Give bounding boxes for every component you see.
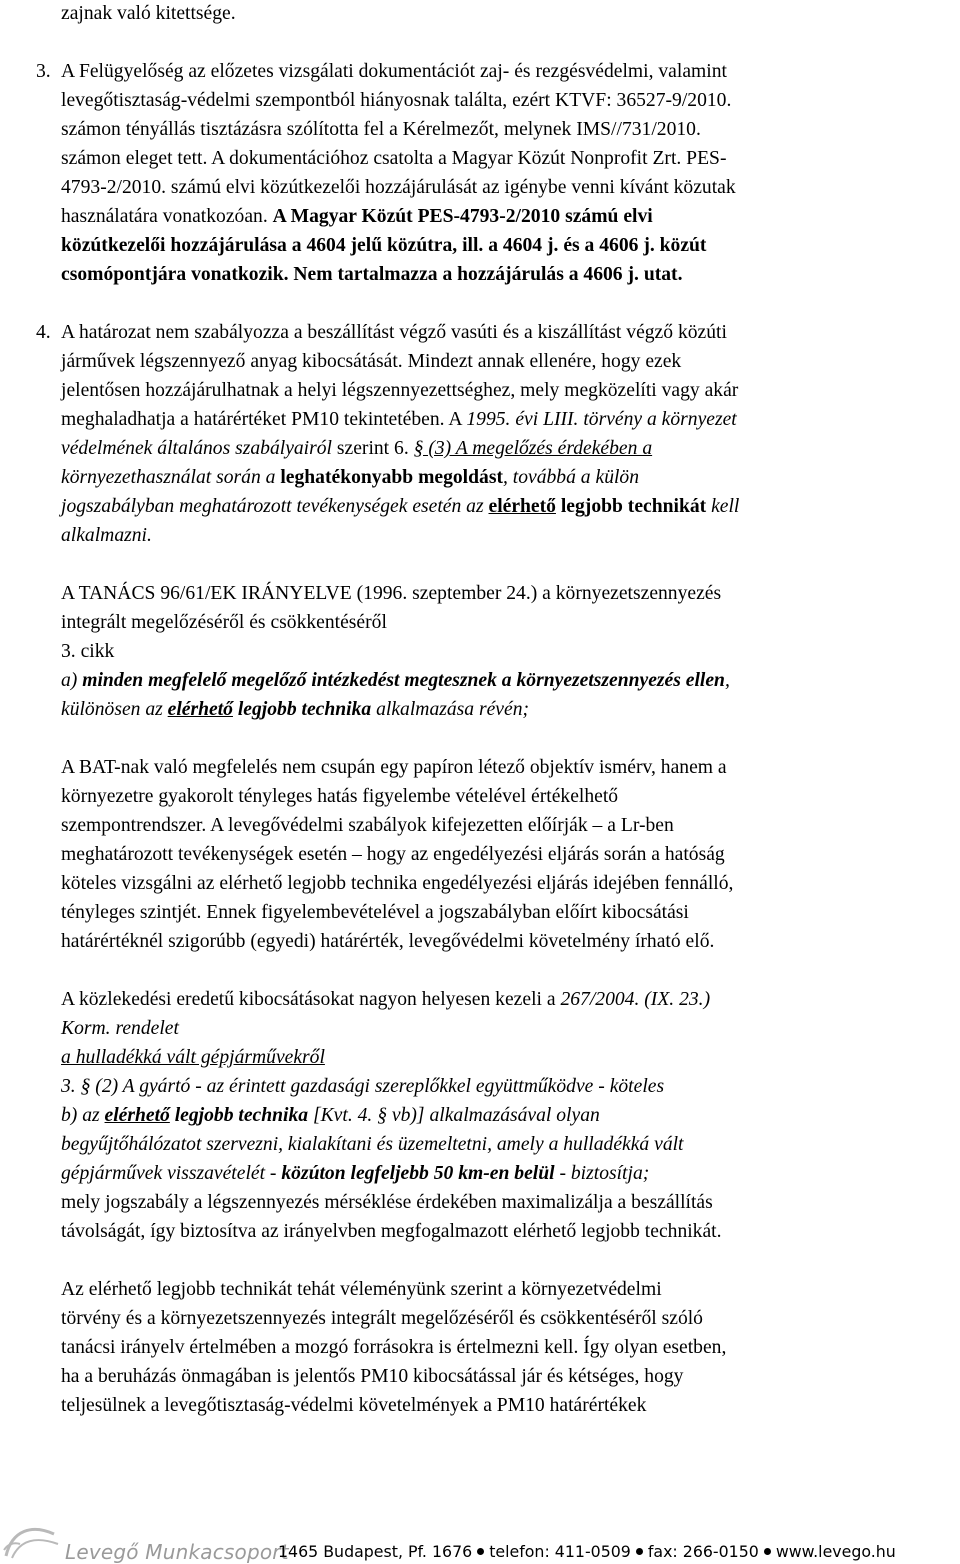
directive-paragraph: A TANÁCS 96/61/EK IRÁNYELVE (1996. szeptember 24.) a környezetszennyezés integrált megelőzéséről és csökkentéséről 3. cikk a) minden megfelelő megelőző intézkedést megtesznek a környezetszennyezés ellen, különösen az elérhető legjobb technika alkalmazása révén;	[61, 583, 730, 720]
page-footer	[0, 1512, 960, 1564]
item-4: 4. A határozat nem szabályozza a beszállítást végző vasúti és a kiszállítást végző közúti járművek légszennyező anyag kibocsátását. Mindezt annak ellenére, hogy ezek jelentősen hozzájárulhatnak a helyi légszennyezettséghez, mely megközelíti vagy akár meghaladhatja a határértéket PM10 tekintetében. A 1995. évi LIII. törvény a környezet védelmének általános szabályairól szerint 6. § (3) A megelőzés érdekében a környezethasználat során a leghatékonyabb megoldást, továbbá a külön jogszabályban meghatározott tevékenységek esetén az elérhető legjobb technikát kell alkalmazni.	[36, 322, 740, 546]
swirl-logo-icon	[2, 1520, 62, 1560]
bullet-icon	[764, 1548, 771, 1555]
bat-paragraph: A BAT-nak való megfelelés nem csupán egy papíron létező objektív ismérv, hanem a környezetre gyakorolt tényleges hatás figyelembe vételével értékelhető szempontrendszer. A levegővédelmi szabályok kifejezetten előírják – a Lr-ben meghatározott tevékenységek esetén – hogy az engedélyezési eljárás során a hatóság köteles vizsgálni az elérhető legjobb technika engedélyezési eljárás idejében fennálló, tényleges szintjét. Ennek figyelembevételével a jogszabályban előírt kibocsátási határértéknél szigorúbb (egyedi) határérték, levegővédelmi követelmény írható elő.	[61, 757, 734, 952]
organization-name: Levegő Munkacsoport	[65, 1540, 289, 1564]
footer-phone: telefon: 411-0509	[489, 1542, 631, 1561]
text-line: zajnak való kitettsége.	[61, 3, 236, 24]
footer-contact	[278, 1540, 896, 1564]
footer-fax: fax: 266-0150	[647, 1542, 759, 1561]
transport-paragraph: A közlekedési eredetű kibocsátásokat nagyon helyesen kezeli a 267/2004. (IX. 23.) Korm. rendelet a hulladékká vált gépjárművekről 3. § (2) A gyártó - az érintett gazdasági szereplőkkel együttműködve - köteles b) az elérhető legjobb technika [Kvt. 4. § vb)] alkalmazásával olyan begyűjtőhálózatot szervezni, kialakítani és üzemeltetni, amely a hulladékká vált gépjárművek visszavételét - közúton legfeljebb 50 km-en belül - biztosítja; mely jogszabály a légszennyezés mérséklése érdekében maximalizálja a beszállítás távolságát, így biztosítva az irányelvben megfogalmazott elérhető legjobb technikát.	[61, 989, 722, 1242]
footer-website-link[interactable]: www.levego.hu	[775, 1542, 896, 1561]
bullet-icon	[477, 1548, 484, 1555]
bullet-icon	[636, 1548, 643, 1555]
document-body	[36, 0, 951, 1420]
footer-address: 1465 Budapest, Pf. 1676	[278, 1542, 473, 1561]
item-3: 3. A Felügyelőség az előzetes vizsgálati dokumentációt zaj- és rezgésvédelmi, valamint levegőtisztaság-védelmi szempontból hiányosnak találta, ezért KTVF: 36527-9/2010. számon tényállás tisztázásra szólította fel a Kérelmezőt, melynek IMS//731/2010. számon eleget tett. A dokumentációhoz csatolta a Magyar Közút Nonprofit Zrt. PES- 4793-2/2010. számú elvi közútkezelői hozzájárulását az igénybe venni kívánt közutak használatára vonatkozóan. A Magyar Közút PES-4793-2/2010 számú elvi közútkezelői hozzájárulása a 4604 jelű közútra, ill. a 4604 j. és a 4606 j. közút csomópontjára vonatkozik. Nem tartalmazza a hozzájárulás a 4606 j. utat.	[36, 61, 736, 285]
conclusion-paragraph: Az elérhető legjobb technikát tehát véleményünk szerint a környezetvédelmi törvény és a környezetszennyezés integrált megelőzéséről és csökkentéséről szóló tanácsi irányelv értelmében a mozgó forrásokra is értelmezni kell. Így olyan esetben, ha a beruházás önmagában is jelentős PM10 kibocsátással jár és kétséges, hogy teljesülnek a levegőtisztaság-védelmi követelmények a PM10 határértékek	[61, 1279, 727, 1416]
